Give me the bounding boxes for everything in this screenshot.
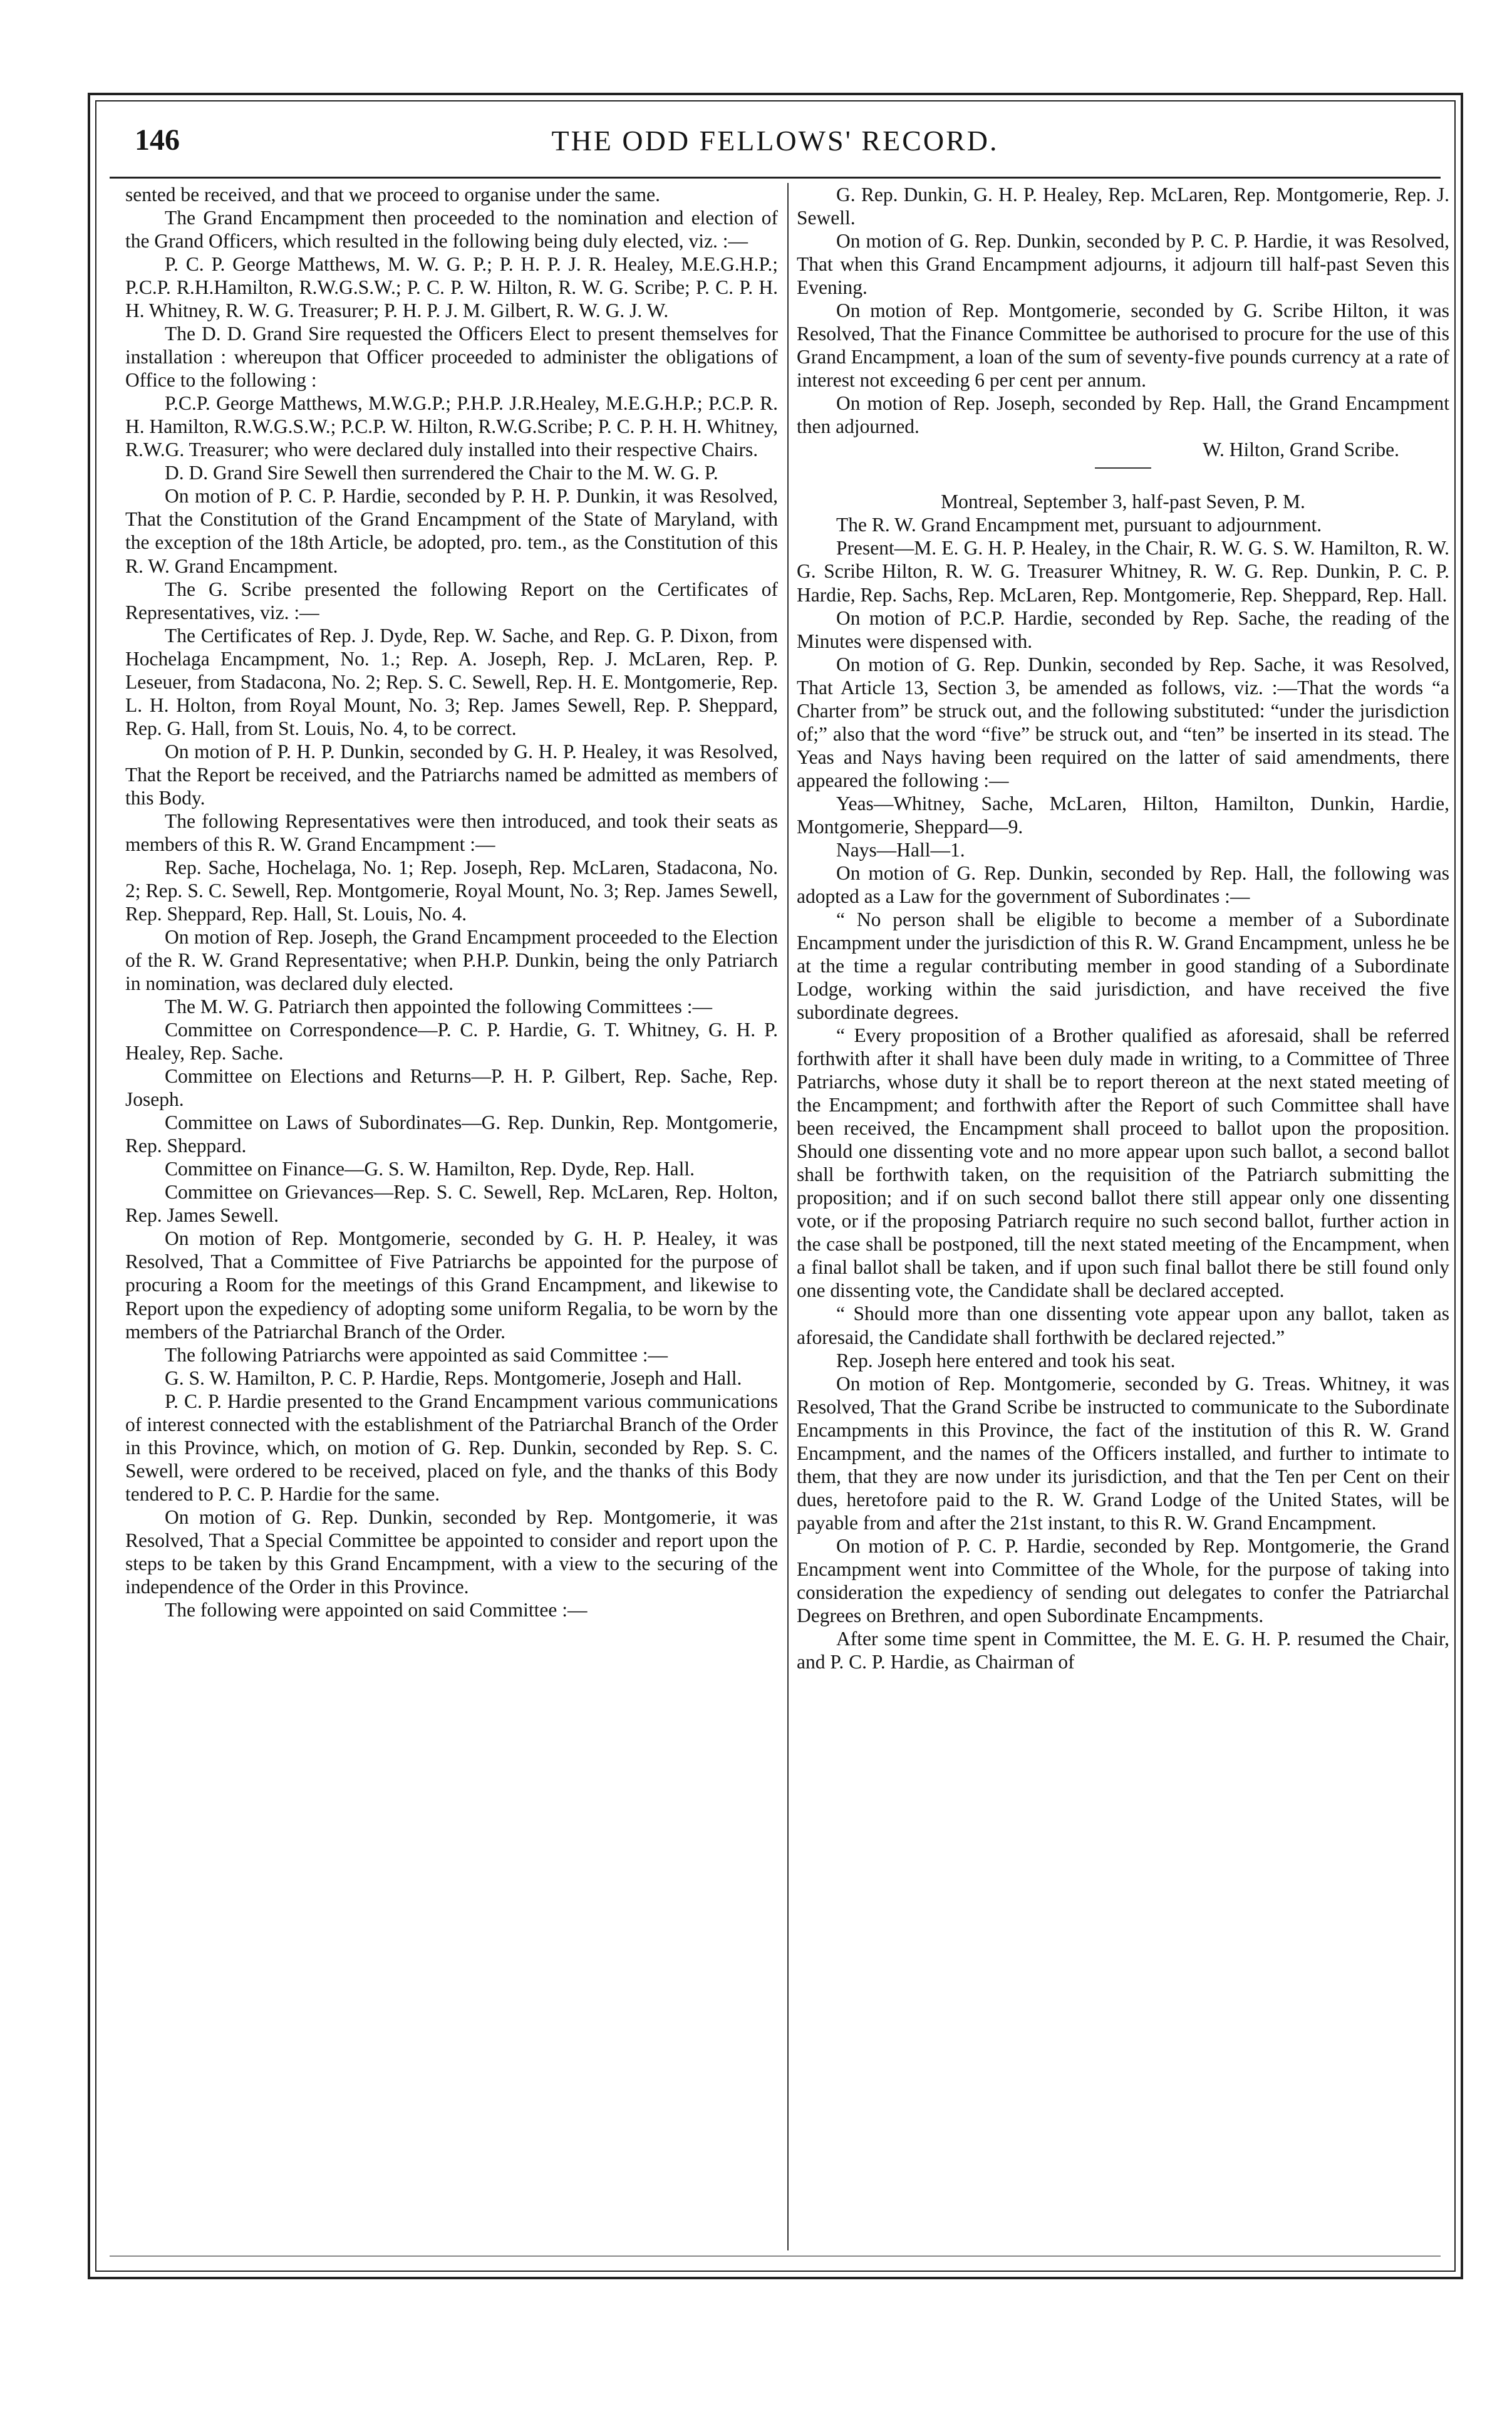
right-column-minutes-evening [797,513,1449,1673]
paragraph: “ Should more than one dissenting vote appear upon any ballot, taken as aforesaid, the Candidate shall forthwith be declared rejected.” [797,1303,1449,1348]
paragraph: The Certificates of Rep. J. Dyde, Rep. W. Sache, and Rep. G. P. Dixon, from Hochelaga Encampment, No. 1.; Rep. A. Joseph, Rep. J. McLaren, Rep. P. Leseuer, from Stadacona, No. 2; Rep. S. C. Sewell, Rep. H. E. Montgomerie, Rep. L. H. Holton, from Royal Mount, No. 3; Rep. James Sewell, Rep. P. Sheppard, Rep. G. Hall, from St. Louis, No. 4, to be correct. [125,624,778,739]
paragraph: P.C.P. George Matthews, M.W.G.P.; P.H.P. J.R.Healey, M.E.G.H.P.; P.C.P. R. H. Hamilton, R.W.G.S.W.; P.C.P. W. Hilton, R.W.G.Scribe; P. C. P. H. H. Whitney, R.W.G. Treasurer; who were declared duly installed into their respective Chairs. [125,392,778,461]
paragraph: D. D. Grand Sire Sewell then surrendered the Chair to the M. W. G. P. [165,462,718,484]
paragraph: Committee on Laws of Subordinates—G. Rep. Dunkin, Rep. Montgomerie, Rep. Sheppard. [125,1111,778,1157]
paragraph: On motion of Rep. Montgomerie, seconded by G. Scribe Hilton, it was Resolved, That the Finance Committee be authorised to procure for the use of this Grand Encampment, a loan of the sum of seventy-five pounds currency at a rate of interest not exceeding 6 per cent per annum. [797,299,1449,392]
paragraph: Committee on Correspondence—P. C. P. Hardie, G. T. Whitney, G. H. P. Healey, Rep. Sache. [125,1019,778,1064]
paragraph: On motion of Rep. Montgomerie, seconded by G. Treas. Whitney, it was Resolved, That the Grand Scribe be instructed to communicate to the Subordinate Encampments in this Province, the fact of the institution of this R. W. Grand Encampment, and the names of the Officers installed, and further to intimate to them, that they are now under its jurisdiction, and that the Ten per Cent on their dues, heretofore paid to the R. W. Grand Lodge of the United States, will be payable from and after the 21st instant, to this R. W. Grand Encampment. [797,1372,1449,1534]
header-rule [110,177,1441,179]
paragraph: On motion of P.C.P. Hardie, seconded by Rep. Sache, the reading of the Minutes were dispensed with. [797,606,1449,652]
paragraph: Nays—Hall—1. [836,838,965,861]
paragraph: Yeas—Whitney, Sache, McLaren, Hilton, Hamilton, Dunkin, Hardie, Montgomerie, Sheppard—9. [797,792,1449,838]
paragraph: Present—M. E. G. H. P. Healey, in the Chair, R. W. G. S. W. Hamilton, R. W. G. Scribe Hilton, R. W. G. Treasurer Whitney, R. W. G. Rep. Dunkin, P. C. P. Hardie, Rep. Sachs, Rep. McLaren, Rep. Montgomerie, Rep. Sheppard, Rep. Hall. [797,537,1449,606]
paragraph: On motion of Rep. Joseph, the Grand Encampment proceeded to the Election of the R. W. Grand Representative; when P.H.P. Dunkin, being the only Patriarch in nomination, was declared duly elected. [125,926,778,995]
paragraph: After some time spent in Committee, the M. E. G. H. P. resumed the Chair, and P. C. P. Hardie, as Chairman of [797,1627,1449,1673]
paragraph: The following were appointed on said Committee :— [165,1598,588,1621]
right-column-minutes-afternoon [797,183,1449,438]
left-column [125,183,778,2250]
page-number: 146 [135,123,180,157]
right-column [797,183,1449,2250]
paragraph: On motion of P. C. P. Hardie, seconded by Rep. Montgomerie, the Grand Encampment went into Committee of the Whole, for the purpose of taking into consideration the expediency of sending out delegates to confer the Patriarchal Degrees on Brethren, and open Subordinate Encampments. [797,1534,1449,1626]
paragraph: The R. W. Grand Encampment met, pursuant to adjournment. [836,514,1322,536]
page-header [110,117,1441,167]
paragraph: The following Patriarchs were appointed as said Committee :— [165,1343,668,1366]
paragraph: “ No person shall be eligible to become a member of a Subordinate Encampment under the jurisdiction of this R. W. Grand Encampment, unless he be at the time a regular contributing member in good standing of a Subordinate Lodge, working within the said jurisdiction, and have received the five subordinate degrees. [797,908,1449,1024]
paragraph: On motion of P. H. P. Dunkin, seconded by G. H. P. Healey, it was Resolved, That the Report be received, and the Patriarchs named be admitted as members of this Body. [125,740,778,809]
paragraph: On motion of Rep. Montgomerie, seconded by G. H. P. Healey, it was Resolved, That a Committee of Five Patriarchs be appointed for the purpose of procuring a Room for the meetings of this Grand Encampment, and likewise to Report upon the expediency of adopting some uniform Regalia, to be worn by the members of the Patriarchal Branch of the Order. [125,1227,778,1343]
column-divider [787,183,789,2250]
paragraph: On motion of G. Rep. Dunkin, seconded by Rep. Hall, the following was adopted as a Law for the government of Subordinates :— [797,861,1449,907]
paragraph: The following Representatives were then introduced, and took their seats as members of this R. W. Grand Encampment :— [125,809,778,855]
paragraph: Committee on Grievances—Rep. S. C. Sewell, Rep. McLaren, Rep. Holton, Rep. James Sewell. [125,1181,778,1227]
paragraph: “ Every proposition of a Brother qualified as aforesaid, shall be referred forthwith after it shall have been duly made in writing, to a Committee of Three Patriarchs, whose duty it shall be to report thereon at the next stated meeting of the Encampment; and forthwith after the Report of such Committee shall have been received, the Encampment shall proceed to ballot upon the proposition. Should one dissenting vote and no more appear upon such ballot, a second ballot shall be forthwith taken, on the requisition of the Patriarch submitting the proposition; and if on such second ballot there still appear only one dissenting vote, or if the proposing Patriarch require no such second ballot, further action in the case shall be postponed, till the next stated meeting of the Encampment, when a final ballot shall be taken, and if upon such final ballot there be still found only one dissenting vote, the Candidate shall be declared accepted. [797,1024,1449,1302]
paragraph: Rep. Sache, Hochelaga, No. 1; Rep. Joseph, Rep. McLaren, Stadacona, No. 2; Rep. S. C. Sewell, Rep. Montgomerie, Royal Mount, No. 3; Rep. James Sewell, Rep. Sheppard, Rep. Hall, St. Louis, No. 4. [125,856,778,925]
paragraph: P. C. P. George Matthews, M. W. G. P.; P. H. P. J. R. Healey, M.E.G.H.P.; P.C.P. R.H.Hamilton, R.W.G.S.W.; P. C. P. W. Hilton, R. W. G. Scribe; P. C. P. H. H. Whitney, R. W. G. Treasurer; P. H. P. J. M. Gilbert, R. W. G. J. W. [125,253,778,322]
paragraph: On motion of Rep. Joseph, seconded by Rep. Hall, the Grand Encampment then adjourned. [797,392,1449,438]
paragraph: The D. D. Grand Sire requested the Officers Elect to present themselves for installation : whereupon that Officer proceeded to administer the obligations of Office to the following : [125,323,778,392]
paragraph: On motion of G. Rep. Dunkin, seconded by P. C. P. Hardie, it was Resolved, That when this Grand Encampment adjourns, it adjourn till half-past Seven this Evening. [797,230,1449,299]
paragraph: G. S. W. Hamilton, P. C. P. Hardie, Reps. Montgomerie, Joseph and Hall. [165,1366,742,1389]
paragraph: On motion of P. C. P. Hardie, seconded by P. H. P. Dunkin, it was Resolved, That the Constitution of the Grand Encampment of the State of Maryland, with the exception of the 18th Article, be adopted, pro. tem., as the Constitution of this R. W. Grand Encampment. [125,485,778,577]
paragraph: G. Rep. Dunkin, G. H. P. Healey, Rep. McLaren, Rep. Montgomerie, Rep. J. Sewell. [797,184,1449,229]
section-separator [1095,467,1151,469]
paragraph: On motion of G. Rep. Dunkin, seconded by Rep. Sache, it was Resolved, That Article 13, Section 3, be amended as follows, viz. :—That the words “a Charter from” be struck out, and the following substituted: “under the jurisdiction of;” also that the word “five” be struck out, and “ten” be inserted in its stead. The Yeas and Nays having been required on the latter of said amendments, there appeared the following :— [797,653,1449,791]
evening-dateline: Montreal, September 3, half-past Seven, P. M. [941,491,1305,513]
paragraph: The M. W. G. Patriarch then appointed the following Committees :— [165,996,712,1018]
paragraph: Rep. Joseph here entered and took his seat. [836,1349,1176,1371]
paragraph: sented be received, and that we proceed to organise under the same. [125,184,660,205]
footer-rule [110,2255,1441,2257]
paragraph: On motion of G. Rep. Dunkin, seconded by Rep. Montgomerie, it was Resolved, That a Special Committee be appointed to consider and report upon the steps to be taken by this Grand Encampment, with a view to the securing of the independence of the Order in this Province. [125,1506,778,1598]
paragraph: The Grand Encampment then proceeded to the nomination and election of the Grand Officers, which resulted in the following being duly elected, viz. :— [125,207,778,252]
signature: W. Hilton, Grand Scribe. [1203,439,1399,461]
paragraph: The G. Scribe presented the following Report on the Certificates of Representatives, viz. :— [125,578,778,623]
paragraph: Committee on Elections and Returns—P. H. P. Gilbert, Rep. Sache, Rep. Joseph. [125,1065,778,1111]
paragraph: P. C. P. Hardie presented to the Grand Encampment various communications of interest connected with the establishment of the Patriarchal Branch of the Order in this Province, which, on motion of G. Rep. Dunkin, seconded by Rep. S. C. Sewell, were ordered to be received, placed on fyle, and the thanks of this Body tendered to P. C. P. Hardie for the same. [125,1390,778,1505]
paragraph: Committee on Finance—G. S. W. Hamilton, Rep. Dyde, Rep. Hall. [165,1158,695,1180]
running-title: THE ODD FELLOWS' RECORD. [551,125,999,157]
